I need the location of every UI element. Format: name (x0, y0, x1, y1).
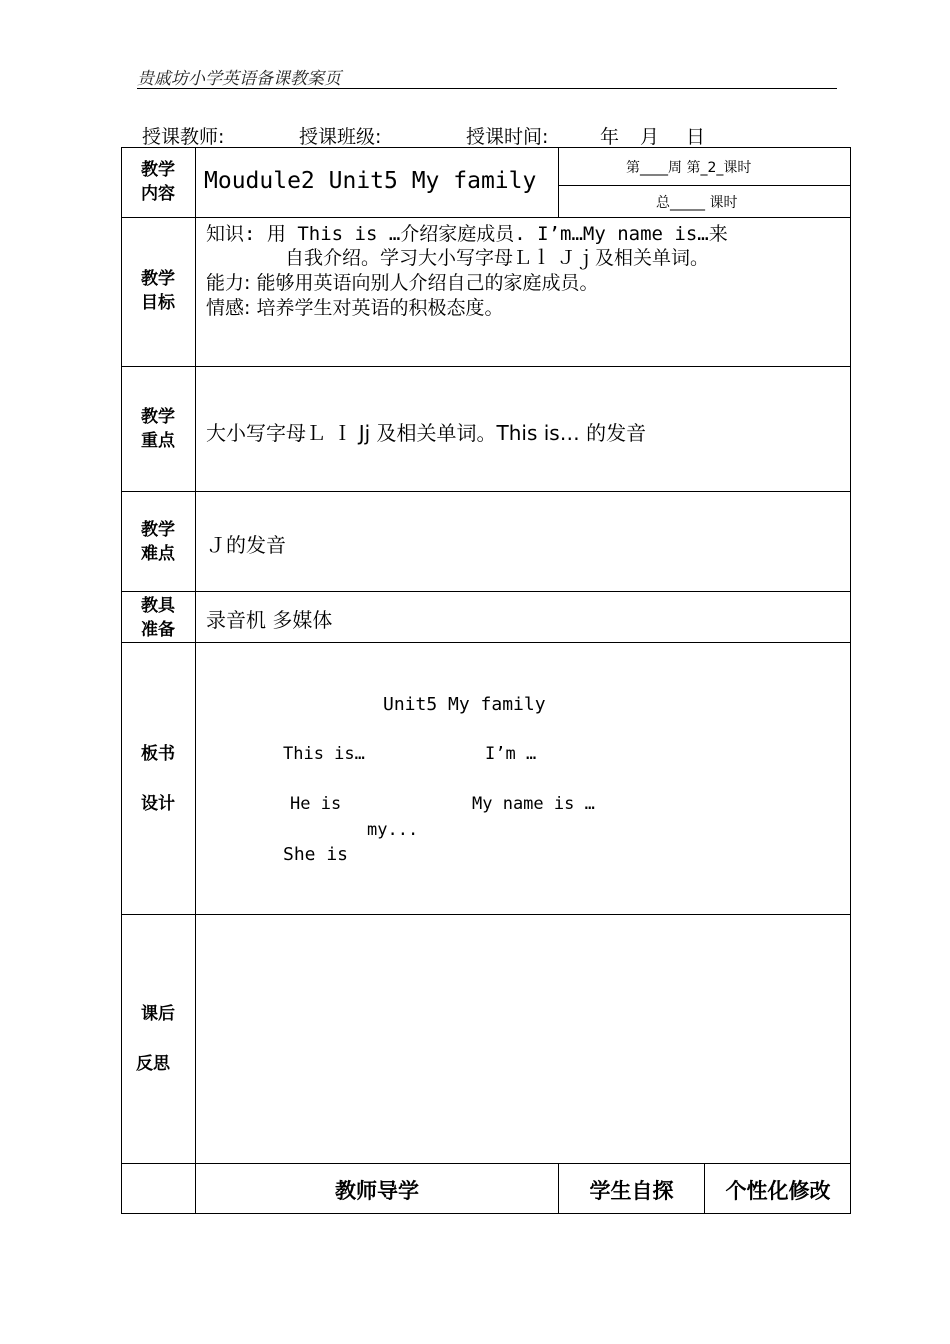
board-this-is: This is… (283, 744, 365, 764)
label-line: 教具 (141, 596, 175, 616)
year-label: 年 (600, 126, 620, 148)
class-label: 授课班级: (299, 126, 382, 148)
total-periods: 总_____ 课时 (656, 195, 738, 211)
difficulties-label (121, 518, 195, 566)
board-title: Unit5 My family (383, 694, 546, 715)
row-line (121, 914, 851, 915)
label-column-divider (195, 147, 196, 1214)
board-label-2: 设计 (141, 794, 175, 814)
content-split-line (558, 147, 559, 217)
label-line: 教学 (141, 407, 175, 427)
objective-knowledge-cont: 自我介绍。学习大小写字母Ｌｌ Ｊｊ及相关单词。 (285, 247, 710, 269)
tools-text: 录音机 多媒体 (206, 608, 333, 632)
keypoints-text: 大小写字母Ｌ Ｉ Jj 及相关单词。This is… 的发音 (206, 421, 647, 445)
board-he-is: He is (290, 794, 342, 814)
month-label: 月 (640, 126, 660, 148)
board-my-name-is: My name is … (472, 794, 595, 814)
label-line: 内容 (141, 184, 175, 204)
reflection-label-2: 反思 (136, 1054, 170, 1074)
row-line (121, 1163, 851, 1164)
day-label: 日 (686, 126, 706, 148)
reflection-label-1: 课后 (141, 1004, 175, 1024)
board-label-1: 板书 (141, 744, 175, 764)
row-line (121, 366, 851, 367)
board-she-is: She is (283, 844, 349, 865)
label-line: 重点 (141, 431, 175, 451)
time-label: 授课时间: (466, 126, 549, 148)
objective-ability: 能力: 能够用英语向别人介绍自己的家庭成员。 (206, 272, 599, 294)
lesson-title: Moudule2 Unit5 My family (204, 168, 537, 194)
row-line (121, 491, 851, 492)
label-line: 教学 (141, 160, 175, 180)
board-im: I’m … (485, 744, 537, 764)
label-line: 教学 (141, 269, 175, 289)
label-line: 难点 (141, 544, 175, 564)
row-line (121, 217, 851, 218)
keypoints-label (121, 405, 195, 453)
label-line: 目标 (141, 293, 175, 313)
tools-label (121, 594, 195, 642)
board-my: my... (367, 820, 419, 840)
objective-emotion: 情感: 培养学生对英语的积极态度。 (206, 297, 504, 319)
content-sub-line (558, 185, 851, 186)
header-rule (137, 88, 837, 89)
objectives-label (121, 267, 195, 315)
teacher-label: 授课教师: (142, 126, 225, 148)
content-label (121, 158, 195, 206)
difficulties-text: Ｊ的发音 (206, 533, 286, 557)
footer-teacher-guide: 教师导学 (335, 1179, 419, 1203)
footer-personal-edit: 个性化修改 (725, 1179, 831, 1203)
footer-student-explore: 学生自探 (589, 1179, 674, 1203)
document-title: 贵戚坊小学英语备课教案页 (137, 69, 341, 89)
label-line: 准备 (141, 620, 175, 640)
objective-knowledge: 知识: 用 This is …介绍家庭成员. I’m…My name is…来 (206, 223, 728, 245)
label-line: 教学 (141, 520, 175, 540)
row-line (121, 591, 851, 592)
week-period: 第____周 第_2_课时 (626, 160, 752, 176)
row-line (121, 642, 851, 643)
